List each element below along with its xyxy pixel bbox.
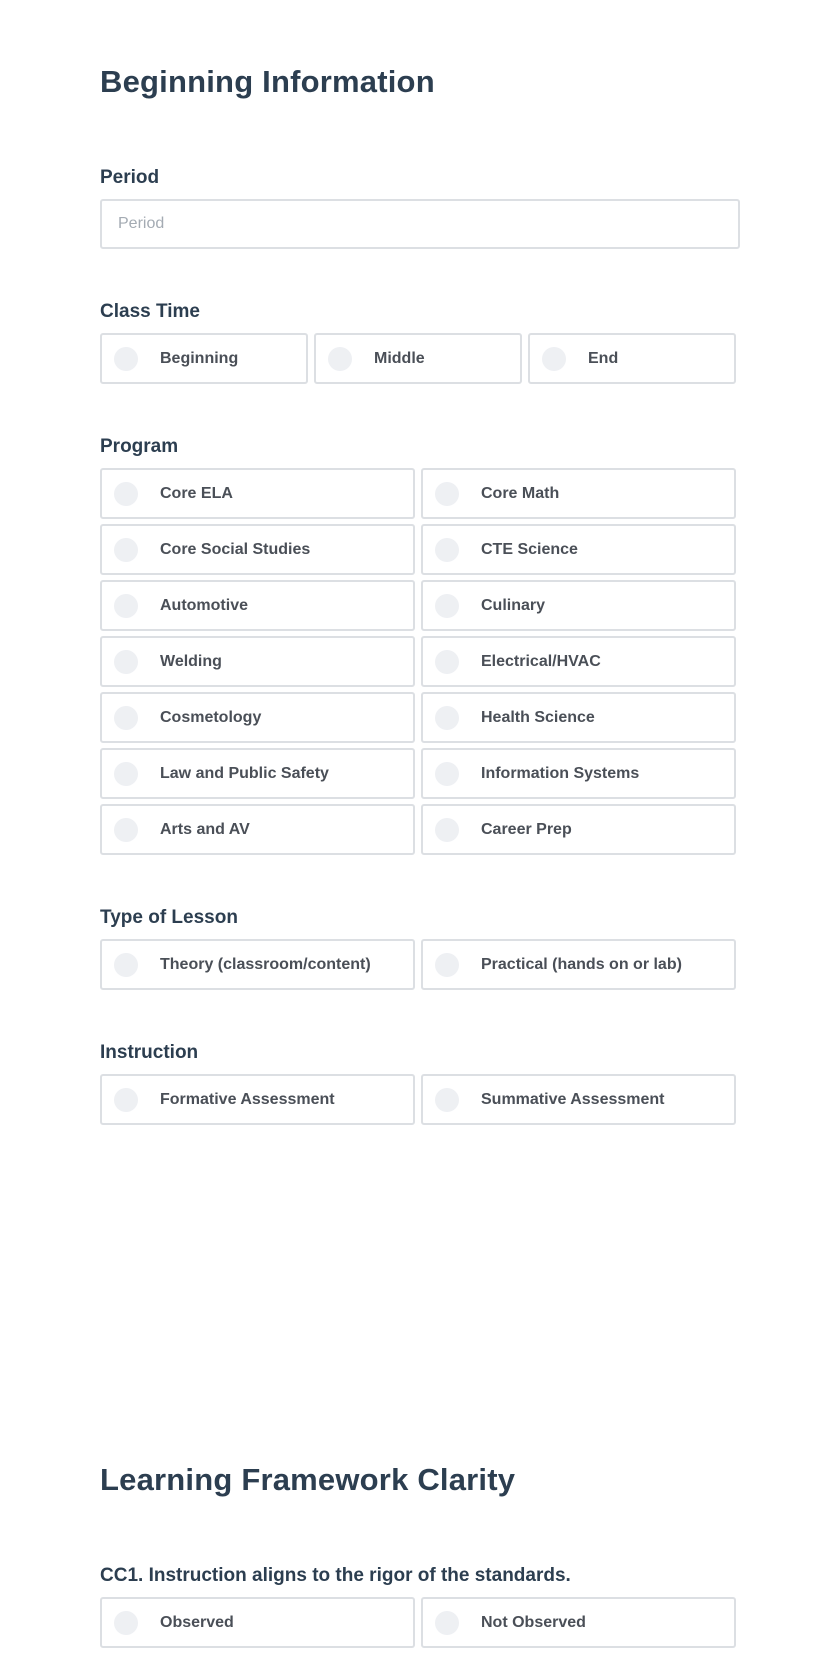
class-time-option-beginning[interactable] <box>100 333 308 384</box>
class-time-options <box>100 333 736 384</box>
cc1-option-observed[interactable] <box>100 1597 415 1648</box>
option-label: Career Prep <box>481 820 572 838</box>
program-option-cte-science[interactable] <box>421 524 736 575</box>
section-title-learning-framework-clarity: Learning Framework Clarity <box>100 1462 516 1497</box>
instruction-label: Instruction <box>100 1042 199 1063</box>
program-option-arts-and-av[interactable] <box>100 804 415 855</box>
program-option-career-prep[interactable] <box>421 804 736 855</box>
instruction-options <box>100 1074 736 1125</box>
option-label: Observed <box>160 1613 234 1631</box>
lesson-option-practical[interactable] <box>421 939 736 990</box>
program-option-culinary[interactable] <box>421 580 736 631</box>
radio-icon[interactable] <box>114 650 138 674</box>
cc1-label: CC1. Instruction aligns to the rigor of the standards. <box>100 1565 571 1586</box>
radio-icon[interactable] <box>435 1611 459 1635</box>
option-label: Beginning <box>160 349 239 367</box>
option-label: Formative Assessment <box>160 1090 335 1108</box>
period-label: Period <box>100 167 160 188</box>
radio-icon[interactable] <box>435 594 459 618</box>
cc1-options <box>100 1597 736 1648</box>
program-option-core-math[interactable] <box>421 468 736 519</box>
option-label: Health Science <box>481 708 595 726</box>
program-label: Program <box>100 436 179 457</box>
radio-icon[interactable] <box>435 762 459 786</box>
option-label: Practical (hands on or lab) <box>481 955 682 973</box>
radio-icon[interactable] <box>114 818 138 842</box>
radio-icon[interactable] <box>435 953 459 977</box>
option-label: Core Math <box>481 484 560 502</box>
program-option-automotive[interactable] <box>100 580 415 631</box>
program-option-health-science[interactable] <box>421 692 736 743</box>
option-label: Theory (classroom/content) <box>160 955 371 973</box>
option-label: Core ELA <box>160 484 233 502</box>
radio-icon[interactable] <box>114 1611 138 1635</box>
type-of-lesson-label: Type of Lesson <box>100 907 238 928</box>
option-label: CTE Science <box>481 540 578 558</box>
option-label: Electrical/HVAC <box>481 652 601 670</box>
option-label: Law and Public Safety <box>160 764 329 782</box>
program-option-core-social-studies[interactable] <box>100 524 415 575</box>
radio-icon[interactable] <box>435 1088 459 1112</box>
radio-icon[interactable] <box>114 1088 138 1112</box>
radio-icon[interactable] <box>542 347 566 371</box>
instruction-option-formative[interactable] <box>100 1074 415 1125</box>
radio-icon[interactable] <box>114 482 138 506</box>
radio-icon[interactable] <box>435 818 459 842</box>
program-option-cosmetology[interactable] <box>100 692 415 743</box>
radio-icon[interactable] <box>435 538 459 562</box>
option-label: End <box>588 349 619 367</box>
radio-icon[interactable] <box>114 538 138 562</box>
option-label: Welding <box>160 652 222 670</box>
radio-icon[interactable] <box>114 953 138 977</box>
option-label: Middle <box>374 349 425 367</box>
option-label: Culinary <box>481 596 546 614</box>
lesson-option-theory[interactable] <box>100 939 415 990</box>
period-input[interactable] <box>100 199 740 249</box>
program-option-information-systems[interactable] <box>421 748 736 799</box>
radio-icon[interactable] <box>435 482 459 506</box>
program-option-welding[interactable] <box>100 636 415 687</box>
class-time-option-end[interactable] <box>528 333 736 384</box>
option-label: Information Systems <box>481 764 640 782</box>
option-label: Summative Assessment <box>481 1090 665 1108</box>
radio-icon[interactable] <box>114 706 138 730</box>
radio-icon[interactable] <box>435 706 459 730</box>
radio-icon[interactable] <box>114 594 138 618</box>
class-time-label: Class Time <box>100 301 200 322</box>
option-label: Not Observed <box>481 1613 586 1631</box>
radio-icon[interactable] <box>328 347 352 371</box>
program-option-core-ela[interactable] <box>100 468 415 519</box>
instruction-option-summative[interactable] <box>421 1074 736 1125</box>
type-of-lesson-options <box>100 939 736 990</box>
option-label: Cosmetology <box>160 708 262 726</box>
cc1-option-not-observed[interactable] <box>421 1597 736 1648</box>
option-label: Core Social Studies <box>160 540 311 558</box>
option-label: Arts and AV <box>160 820 250 838</box>
section-title-beginning-information: Beginning Information <box>100 64 435 99</box>
program-option-law-and-public-safety[interactable] <box>100 748 415 799</box>
class-time-option-middle[interactable] <box>314 333 522 384</box>
radio-icon[interactable] <box>114 347 138 371</box>
program-options <box>100 468 736 855</box>
option-label: Automotive <box>160 596 248 614</box>
radio-icon[interactable] <box>114 762 138 786</box>
radio-icon[interactable] <box>435 650 459 674</box>
program-option-electrical-hvac[interactable] <box>421 636 736 687</box>
